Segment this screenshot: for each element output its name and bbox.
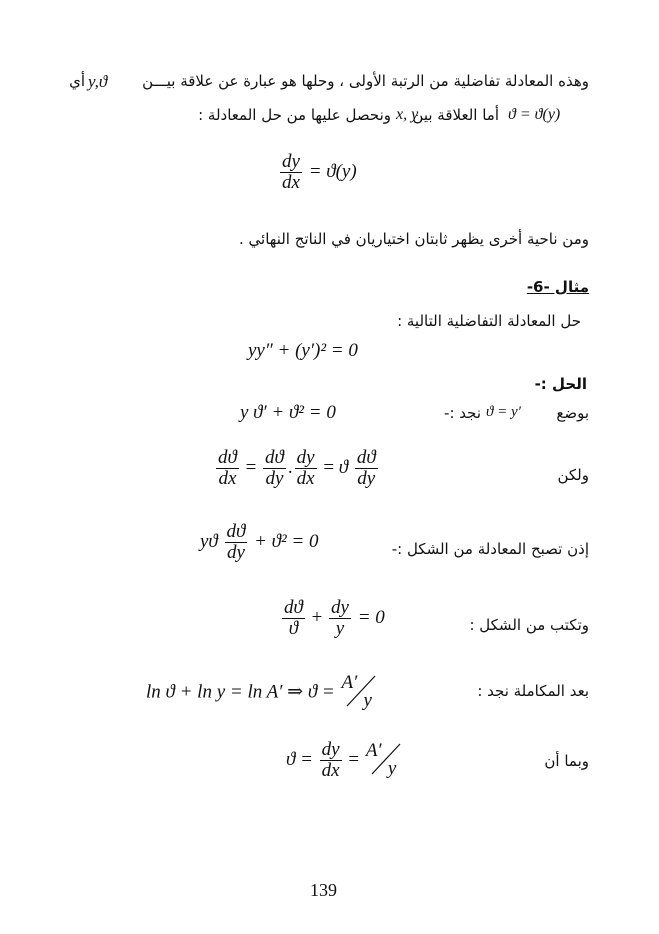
after-integration-label: بعد المكاملة نجد : (477, 682, 589, 700)
substitute-text-b: نجد :- (444, 404, 481, 422)
slash-fraction-a-y-2: A′ y (364, 746, 404, 776)
slash-fraction-a-y: A′ y (339, 678, 379, 708)
slash-line (345, 674, 377, 708)
equation-last: ϑ = $\frac{dy}{dx}$ = A′ y (286, 740, 404, 781)
line1-text: وهذه المعادلة تفاضلية من الرتبة الأولى ، وحلها هو عبارة عن علاقة بيـــن (142, 72, 589, 90)
substitute-text-a: بوضع (556, 404, 589, 422)
fraction-dy-dx-2: $\frac{dy}{dx}$ (296, 447, 315, 489)
fraction-form1: $\frac{dϑ}{dy}$ (226, 521, 246, 563)
line2-vars: x, y (396, 106, 419, 123)
fraction-dtheta-theta: $\frac{dϑ}{ϑ}$ (284, 597, 303, 639)
line2-text-b: ونحصل عليها من حل المعادلة : (198, 106, 391, 124)
written-label: وتكتب من الشكل : (469, 616, 589, 634)
fraction-dtheta-dx: $\frac{dϑ}{dx}$ (218, 447, 237, 489)
equation-dy-dx (278, 152, 357, 193)
equation-form-2: $\frac{dϑ}{ϑ}$ + $\frac{dy}{y}$ = 0 (284, 597, 385, 639)
paragraph-line-3: ومن ناحية أخرى يظهر ثابتان اختياريان في الناتج النهائي . (239, 230, 589, 248)
line2-equation: ϑ = ϑ(y) (508, 106, 561, 123)
equation-log: ln ϑ + ln y = ln A′ ⇒ ϑ = A′ y (146, 678, 379, 708)
line1-tail: أي (69, 72, 85, 90)
paragraph-line-1 (142, 72, 589, 90)
fraction-dy-y: $\frac{dy}{y}$ (331, 597, 349, 639)
equation-chain-rule: $\frac{dϑ}{dx}$ = $\frac{dϑ}{dy}$ . $\frac{dy}{dx}$ = ϑ $\frac{dϑ}{dy}$ (218, 447, 376, 489)
solve-intro: حل المعادلة التفاضلية التالية : (397, 312, 581, 330)
but-label: ولكن (557, 466, 589, 484)
fraction-dy-dx: $\frac{dy}{dx}$ (282, 151, 300, 193)
line1-vars: y,ϑ (88, 72, 108, 91)
fraction-dtheta-dy: $\frac{dϑ}{dy}$ (265, 447, 284, 489)
line2-text-a: أما العلاقة بين (412, 106, 499, 124)
fraction-dtheta-dy-2: $\frac{dϑ}{dy}$ (356, 447, 376, 489)
and-since-label: وبما أن (544, 752, 589, 770)
then-label: إذن تصبح المعادلة من الشكل :- (391, 540, 589, 558)
equation-rhs: = ϑ(y) (308, 160, 357, 182)
equation-given: yy″ + (y′)² = 0 (248, 340, 358, 361)
substitute-equation: ϑ = y′ (486, 404, 521, 420)
page-number: 139 (310, 880, 337, 900)
equation-substituted: y ϑ′ + ϑ² = 0 (240, 402, 336, 423)
example-title: مثال -6- (526, 278, 589, 296)
equation-form-1: yϑ $\frac{dϑ}{dy}$ + ϑ² = 0 (200, 521, 319, 563)
solution-label: الحل :- (534, 375, 587, 393)
fraction-dy-dx-3: $\frac{dy}{dx}$ (321, 739, 340, 781)
slash-line-2 (370, 742, 402, 776)
